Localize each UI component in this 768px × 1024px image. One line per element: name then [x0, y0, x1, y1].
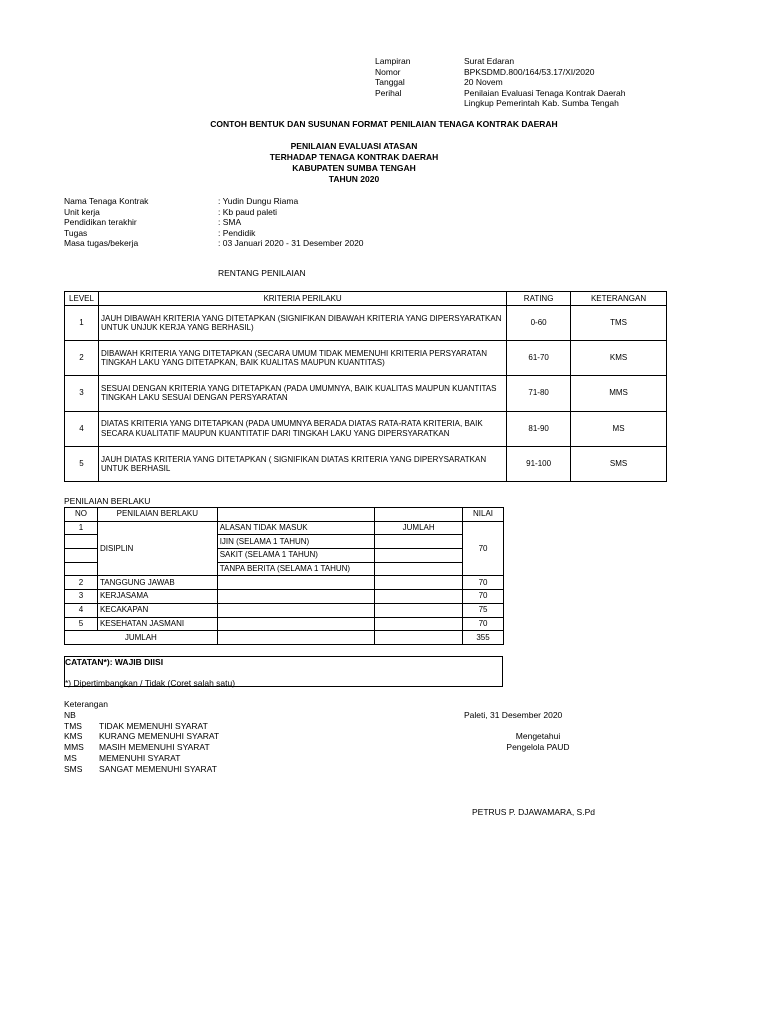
empty-cell	[217, 590, 375, 604]
catatan-box	[64, 656, 503, 687]
alasan-header: ALASAN TIDAK MASUK	[217, 521, 375, 535]
criteria-level: 1	[65, 306, 99, 341]
alasan-item: TANPA BERITA (SELAMA 1 TAHUN)	[217, 562, 375, 576]
no-cell	[65, 549, 98, 563]
criteria-level: 2	[65, 341, 99, 376]
no-cell	[65, 535, 98, 549]
penilaian-no: 2	[65, 576, 98, 590]
no-cell	[65, 562, 98, 576]
signature-place-date: Paleti, 31 Desember 2020	[464, 710, 563, 720]
header-empty	[375, 508, 463, 522]
identity-value: : SMA	[218, 217, 242, 227]
keterangan-desc: KURANG MEMENUHI SYARAT	[99, 731, 220, 742]
criteria-text: DIATAS KRITERIA YANG DITETAPKAN (PADA UMUMNYA BERADA DIATAS RATA-RATA KRITERIA, BAIK SECARA KUALITATIF MAUPUN KUANTITATIF DARI TINGKAH LAKU YANG DIPERSYARATKAN	[98, 411, 506, 446]
document-title: CONTOH BENTUK DAN SUSUNAN FORMAT PENILAIAN TENAGA KONTRAK DAERAH	[210, 119, 558, 129]
criteria-rating: 0-60	[507, 306, 571, 341]
identity-label: Tugas	[64, 227, 88, 238]
penilaian-no: 4	[65, 603, 98, 617]
header-no: NO	[65, 508, 98, 522]
empty-cell	[217, 576, 375, 590]
subtitle-line-4: TAHUN 2020	[328, 174, 380, 184]
meta-label	[375, 98, 464, 109]
criteria-row	[65, 411, 667, 446]
identity-row	[64, 207, 364, 218]
identity-label: Unit kerja	[64, 206, 100, 217]
jumlah-cell	[375, 535, 463, 549]
empty-cell	[375, 603, 463, 617]
subtitle-line-1: PENILAIAN EVALUASI ATASAN	[290, 141, 418, 151]
keterangan-code: KMS	[64, 731, 83, 742]
signature-name: PETRUS P. DJAWAMARA, S.Pd	[472, 807, 595, 817]
criteria-ket: TMS	[571, 306, 667, 341]
header-kriteria: KRITERIA PERILAKU	[98, 292, 506, 306]
keterangan-title: Keterangan	[64, 699, 108, 709]
identity-row	[64, 228, 364, 239]
jumlah-header: JUMLAH	[375, 521, 463, 535]
keterangan-item	[64, 753, 219, 764]
signature-role: Pengelola PAUD	[506, 742, 570, 752]
keterangan-block	[64, 699, 219, 775]
identity-block	[64, 196, 364, 249]
penilaian-label: TANGGUNG JAWAB	[97, 576, 217, 590]
penilaian-table	[64, 507, 504, 645]
empty-cell	[375, 576, 463, 590]
keterangan-code: MMS	[64, 742, 84, 753]
identity-row	[64, 217, 364, 228]
criteria-text: SESUAI DENGAN KRITERIA YANG DITETAPKAN (PADA UMUMNYA, BAIK KUALITAS MAUPUN KUANTITAS TINGKAH LAKU SESUAI DENGAN PERSYARATAN	[98, 376, 506, 411]
subtitle-line-3: KABUPATEN SUMBA TENGAH	[292, 163, 416, 173]
keterangan-code: SMS	[64, 763, 83, 774]
rentang-title: RENTANG PENILAIAN	[218, 268, 306, 278]
keterangan-item	[64, 764, 219, 775]
penilaian-header-row	[65, 508, 504, 522]
meta-row	[375, 77, 625, 88]
penilaian-no: 3	[65, 590, 98, 604]
criteria-row	[65, 341, 667, 376]
criteria-ket: SMS	[571, 446, 667, 481]
penilaian-label: KESEHATAN JASMANI	[97, 617, 217, 631]
letter-meta	[375, 56, 625, 109]
criteria-row	[65, 306, 667, 341]
total-row	[65, 631, 504, 645]
keterangan-item	[64, 731, 219, 742]
total-label: JUMLAH	[65, 631, 218, 645]
empty-cell	[375, 631, 463, 645]
empty-cell	[375, 617, 463, 631]
catatan-text: *) Dipertimbangkan / Tidak (Coret salah satu)	[65, 678, 236, 688]
criteria-rating: 71-80	[507, 376, 571, 411]
keterangan-code: MS	[64, 752, 77, 763]
penilaian-no: 5	[65, 617, 98, 631]
criteria-text: JAUH DIBAWAH KRITERIA YANG DITETAPKAN (SIGNIFIKAN DIBAWAH KRITERIA YANG DIPERSYARATKAN UNTUK UNJUK KERJA YANG BERHASIL)	[98, 306, 506, 341]
alasan-item: IJIN (SELAMA 1 TAHUN)	[217, 535, 375, 549]
identity-value: : Pendidik	[218, 227, 256, 238]
meta-label: Lampiran	[375, 56, 411, 66]
penilaian-nilai: 70	[463, 576, 504, 590]
penilaian-row	[65, 617, 504, 631]
meta-value: 20 Novem	[464, 77, 503, 87]
criteria-text: JAUH DIATAS KRITERIA YANG DITETAPKAN ( SIGNIFIKAN DIATAS KRITERIA YANG DIPERYSARATKAN UNTUK BERHASIL	[98, 446, 506, 481]
penilaian-row	[65, 603, 504, 617]
meta-value: Penilaian Evaluasi Tenaga Kontrak Daerah	[464, 87, 626, 98]
header-empty	[217, 508, 375, 522]
criteria-row	[65, 446, 667, 481]
empty-cell	[217, 631, 375, 645]
empty-cell	[217, 603, 375, 617]
keterangan-desc: MEMENUHI SYARAT	[99, 752, 181, 763]
meta-label: Perihal	[375, 87, 402, 98]
criteria-table	[64, 291, 667, 482]
header-level: LEVEL	[65, 292, 99, 306]
total-value: 355	[463, 631, 504, 645]
keterangan-item	[64, 742, 219, 753]
criteria-rating: 61-70	[507, 341, 571, 376]
identity-row	[64, 238, 364, 249]
subtitle-line-2: TERHADAP TENAGA KONTRAK DAERAH	[269, 152, 439, 162]
signature-mengetahui: Mengetahui	[515, 731, 561, 741]
penilaian-title: PENILAIAN BERLAKU	[64, 496, 151, 506]
criteria-text: DIBAWAH KRITERIA YANG DITETAPKAN (SECARA UMUM TIDAK MEMENUHI KRITERIA PERSYARATAN TINGKAH LAKU YANG DITETAPKAN, BAIK KUALITAS MAUPUN KUANTITAS)	[98, 341, 506, 376]
empty-cell	[375, 590, 463, 604]
keterangan-desc: TIDAK MEMENUHI SYARAT	[99, 720, 208, 731]
keterangan-desc: SANGAT MEMENUHI SYARAT	[99, 763, 217, 774]
penilaian-nilai: 70	[463, 617, 504, 631]
criteria-rating: 81-90	[507, 411, 571, 446]
criteria-ket: MMS	[571, 376, 667, 411]
disiplin-label: DISIPLIN	[97, 521, 217, 576]
header-penilaian: PENILAIAN BERLAKU	[97, 508, 217, 522]
criteria-level: 3	[65, 376, 99, 411]
disiplin-row	[65, 521, 504, 535]
meta-value: Surat Edaran	[464, 56, 515, 66]
catatan-title: CATATAN*): WAJIB DIISI	[65, 657, 164, 667]
meta-value: BPKSDMD.800/164/53.17/XI/2020	[464, 66, 595, 77]
meta-row	[375, 88, 625, 99]
criteria-rating: 91-100	[507, 446, 571, 481]
identity-label: Masa tugas/bekerja	[64, 238, 139, 248]
disiplin-nilai: 70	[463, 521, 504, 576]
keterangan-desc: MASIH MEMENUHI SYARAT	[99, 742, 210, 753]
penilaian-row	[65, 590, 504, 604]
meta-value: Lingkup Pemerintah Kab. Sumba Tengah	[464, 98, 619, 108]
meta-row	[375, 56, 625, 67]
identity-value: : 03 Januari 2020 - 31 Desember 2020	[218, 238, 364, 248]
penilaian-row	[65, 576, 504, 590]
meta-label: Tanggal	[375, 77, 405, 87]
penilaian-nilai: 75	[463, 603, 504, 617]
keterangan-code: TMS	[64, 720, 82, 731]
penilaian-nilai: 70	[463, 590, 504, 604]
identity-value: : Yudin Dungu Riama	[218, 196, 299, 206]
alasan-item: SAKIT (SELAMA 1 TAHUN)	[217, 549, 375, 563]
criteria-level: 5	[65, 446, 99, 481]
keterangan-nb: NB	[64, 709, 76, 720]
criteria-header-row	[65, 292, 667, 306]
penilaian-label: KECAKAPAN	[97, 603, 217, 617]
penilaian-label: KERJASAMA	[97, 590, 217, 604]
criteria-ket: MS	[571, 411, 667, 446]
header-nilai: NILAI	[463, 508, 504, 522]
meta-row	[375, 67, 625, 78]
identity-label: Nama Tenaga Kontrak	[64, 196, 149, 206]
identity-label: Pendidikan terakhir	[64, 217, 137, 227]
header-rating: RATING	[507, 292, 571, 306]
empty-cell	[217, 617, 375, 631]
meta-row	[375, 98, 625, 109]
disiplin-no: 1	[65, 521, 98, 535]
criteria-row	[65, 376, 667, 411]
jumlah-cell	[375, 549, 463, 563]
meta-label: Nomor	[375, 66, 401, 77]
identity-row	[64, 196, 364, 207]
header-keterangan: KETERANGAN	[571, 292, 667, 306]
criteria-ket: KMS	[571, 341, 667, 376]
criteria-level: 4	[65, 411, 99, 446]
identity-value: : Kb paud paleti	[218, 206, 278, 217]
jumlah-cell	[375, 562, 463, 576]
keterangan-item	[64, 721, 219, 732]
